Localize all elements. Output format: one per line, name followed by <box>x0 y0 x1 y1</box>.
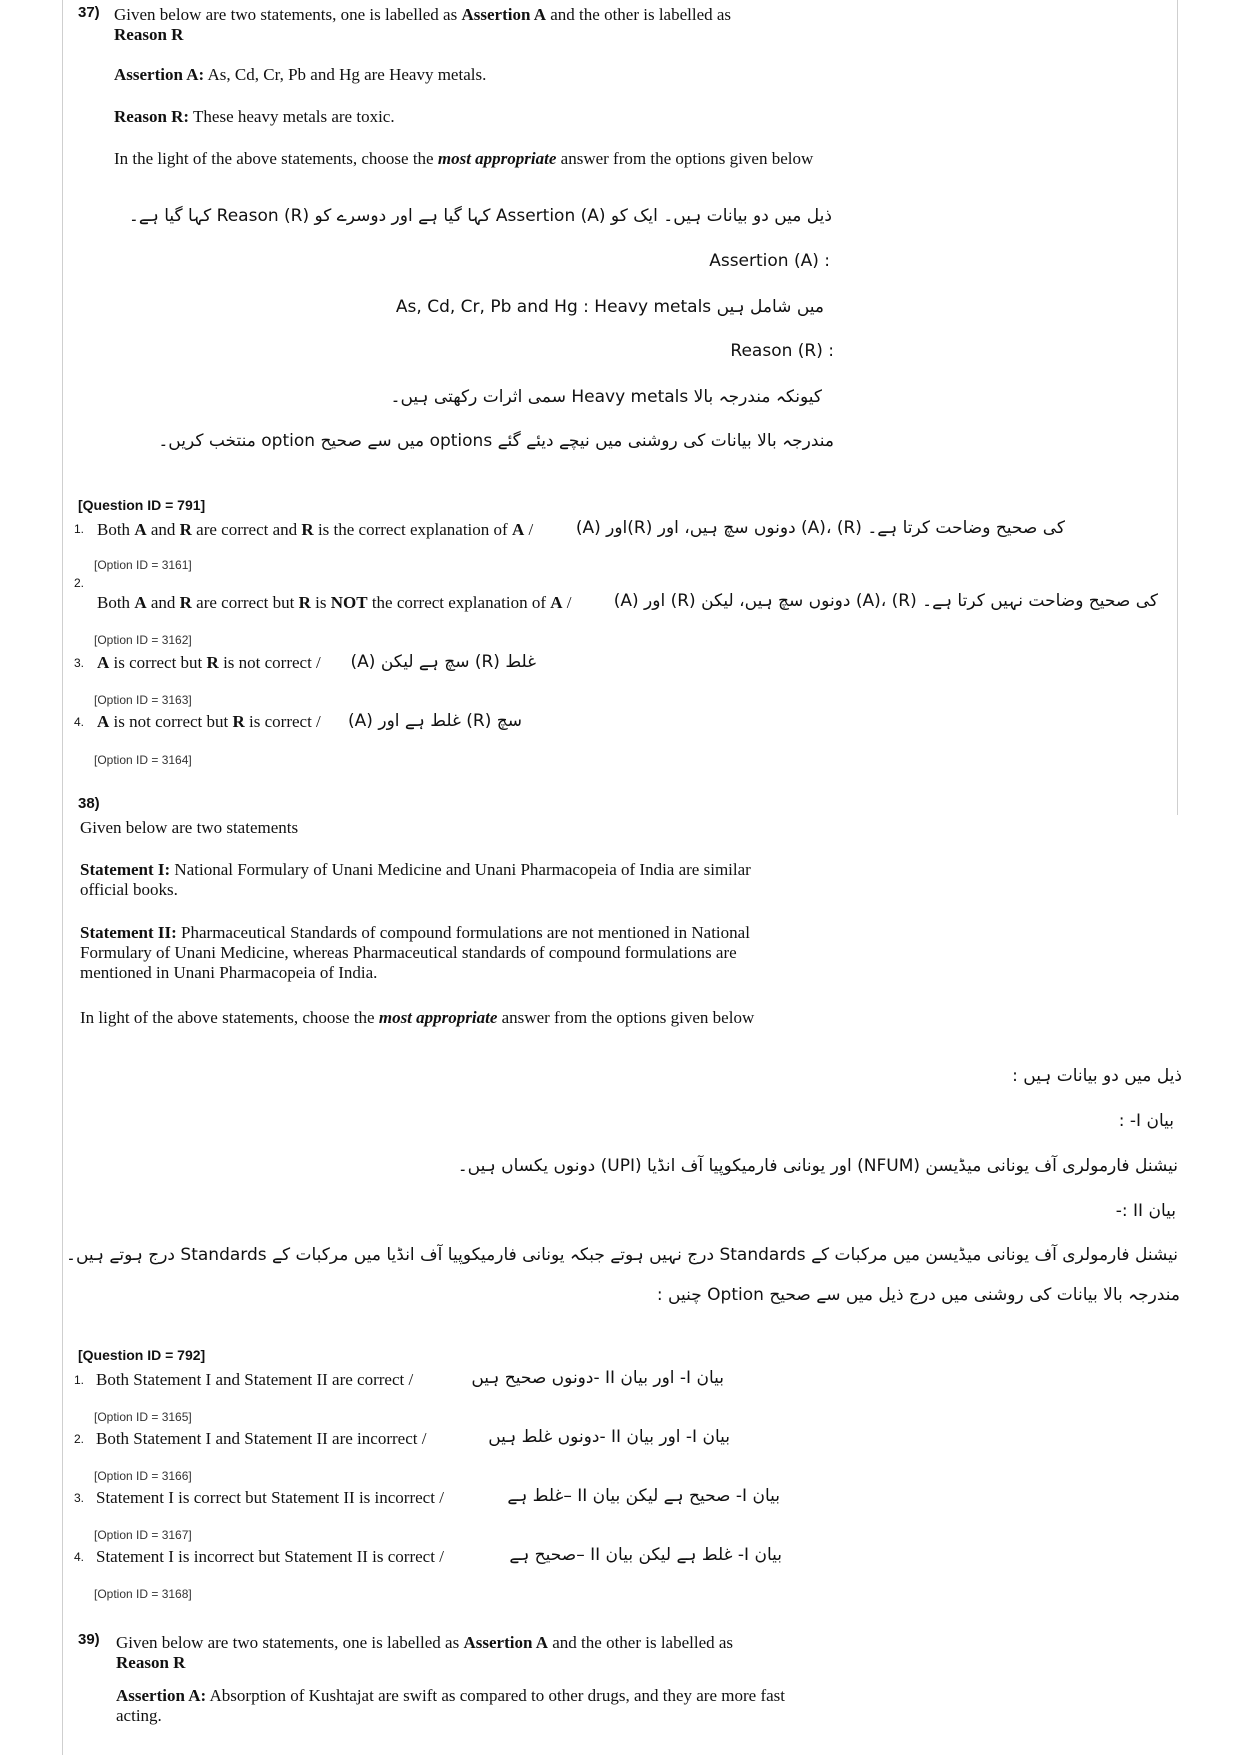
option-urdu: بیان I- اور بیان II -دونوں غلط ہیں <box>488 1427 730 1447</box>
option-number: 4. <box>74 715 85 729</box>
reason-text: These heavy metals are toxic. <box>193 107 395 126</box>
option-id: [Option ID = 3167] <box>94 1528 192 1542</box>
urdu-instructions: مندرجہ بالا بیانات کی روشنی میں نیچے دیئے گئے options میں سے صحیح option منتخب کریں۔ <box>158 431 834 451</box>
instructions <box>114 149 814 169</box>
option-id: [Option ID = 3165] <box>94 1410 192 1424</box>
intro-bold: Assertion A <box>461 5 546 24</box>
option-urdu: بیان I- غلط ہے لیکن بیان II –صحیح ہے <box>509 1545 782 1565</box>
statement-two-label: Statement II: <box>80 923 177 942</box>
option-urdu: بیان I- اور بیان II -دونوں صحیح ہیں <box>471 1368 724 1388</box>
urdu-statement-one-text: نیشنل فارمولری آف یونانی میڈیسن (NFUM) اور یونانی فارمیکوپیا آف انڈیا (UPI) دونوں یکساں ہیں۔ <box>457 1156 1178 1176</box>
urdu-statement-one-label: بیان I- : <box>1118 1111 1174 1131</box>
urdu-reason-label: Reason (R) : <box>730 341 834 361</box>
option-text[interactable]: Both Statement I and Statement II are correct / <box>96 1370 414 1389</box>
option-number: 2. <box>74 1432 85 1446</box>
option-text[interactable]: Both Statement I and Statement II are incorrect / <box>96 1429 427 1448</box>
urdu-instructions: مندرجہ بالا بیانات کی روشنی میں درج ذیل میں سے صحیح Option چنیں : <box>656 1285 1180 1305</box>
assertion-text: As, Cd, Cr, Pb and Hg are Heavy metals. <box>207 65 487 84</box>
statement-one-label: Statement I: <box>80 860 171 879</box>
intro-bold: Reason R <box>116 1653 186 1672</box>
question-intro <box>116 1633 836 1673</box>
assertion-text: Absorption of Kushtajat are swift as compared to other drugs, and they are more fast acting. <box>116 1686 785 1725</box>
option-text[interactable]: Statement I is incorrect but Statement II is correct / <box>96 1547 444 1566</box>
option-id: [Option ID = 3162] <box>94 633 192 647</box>
instructions-emphasis: most appropriate <box>437 149 557 168</box>
question-intro: Given below are two statements <box>80 818 299 837</box>
statement-two-text: Pharmaceutical Standards of compound formulations are not mentioned in National Formulary of Unani Medicine, whereas Pharmaceutical standards of compound formulations are mentioned in Unani Pharmacopeia of India. <box>80 923 750 982</box>
reason-label: Reason R: <box>114 107 190 126</box>
instructions-text: answer from the options given below <box>560 149 814 168</box>
option-text[interactable]: Both A and R are correct but R is NOT the correct explanation of A / <box>97 593 572 612</box>
option-number: 3. <box>74 1491 85 1505</box>
urdu-assertion-text: As, Cd, Cr, Pb and Hg : Heavy metals میں شامل ہیں <box>395 297 824 317</box>
intro-text: Given below are two statements, one is labelled as <box>114 5 458 24</box>
intro-bold: Reason R <box>114 25 184 44</box>
statement-one-text: National Formulary of Unani Medicine and Unani Pharmacopeia of India are similar official books. <box>80 860 751 899</box>
question-number: 37) <box>78 4 100 21</box>
option-id: [Option ID = 3161] <box>94 558 192 572</box>
urdu-statement-two-text: نیشنل فارمولری آف یونانی میڈیسن میں مرکبات کے Standards درج نہیں ہوتے جبکہ یونانی فارمیکوپیا آف انڈیا میں مرکبات کے Standards درج ہوتے ہیں۔ <box>66 1245 1178 1265</box>
option-id: [Option ID = 3163] <box>94 693 192 707</box>
option-text[interactable]: A is not correct but R is correct / <box>97 712 321 731</box>
assertion-label: Assertion A: <box>116 1686 207 1705</box>
question-number: 39) <box>78 1631 100 1648</box>
option-urdu: (A) اور (R) دونوں سچ ہیں، لیکن (A)، (R) کی صحیح وضاحت نہیں کرتا ہے۔ <box>613 591 1158 611</box>
option-urdu: بیان I- صحیح ہے لیکن بیان II –غلط ہے <box>507 1486 780 1506</box>
intro-bold: Assertion A <box>463 1633 548 1652</box>
option-number: 1. <box>74 522 85 536</box>
reason-statement <box>114 107 395 127</box>
intro-text: Given below are two statements, one is labelled as <box>116 1633 460 1652</box>
option-urdu: (A) غلط ہے اور (R) سچ <box>348 711 522 731</box>
assertion-statement <box>116 1686 816 1726</box>
urdu-reason-text: کیونکہ مندرجہ بالا Heavy metals سمی اثرات رکھتی ہیں۔ <box>390 387 822 407</box>
option-text[interactable]: A is correct but R is not correct / <box>97 653 321 672</box>
option-urdu: (A) سچ ہے لیکن (R) غلط <box>350 652 536 672</box>
option-text[interactable]: Both A and R are correct and R is the correct explanation of A / <box>97 520 534 539</box>
page-border-left <box>62 0 63 1755</box>
urdu-intro: ذیل میں دو بیانات ہیں۔ ایک کو Assertion (A) کہا گیا ہے اور دوسرے کو Reason (R) کہا گیا ہے۔ <box>128 206 832 226</box>
instructions <box>80 1008 780 1028</box>
intro-text: and the other is labelled as <box>552 1633 734 1652</box>
option-number: 1. <box>74 1373 85 1387</box>
question-number: 38) <box>78 795 100 812</box>
instructions-text: In light of the above statements, choose the <box>80 1008 375 1027</box>
statement-one <box>80 860 760 900</box>
option-number: 3. <box>74 656 85 670</box>
option-number: 4. <box>74 1550 85 1564</box>
page-border-right <box>1177 0 1178 815</box>
assertion-statement <box>114 65 486 85</box>
option-id: [Option ID = 3166] <box>94 1469 192 1483</box>
option-id: [Option ID = 3164] <box>94 753 192 767</box>
urdu-assertion-label: Assertion (A) : <box>709 251 830 271</box>
question-id: [Question ID = 791] <box>78 497 206 513</box>
assertion-label: Assertion A: <box>114 65 205 84</box>
question-intro <box>114 5 834 45</box>
instructions-emphasis: most appropriate <box>378 1008 498 1027</box>
urdu-intro: ذیل میں دو بیانات ہیں : <box>1012 1066 1182 1086</box>
statement-two <box>80 923 750 983</box>
option-urdu: (A) اور(R) دونوں سچ ہیں، اور (A)، (R) کی صحیح وضاحت کرتا ہے۔ <box>575 518 1065 538</box>
option-number: 2. <box>74 576 85 590</box>
option-text[interactable]: Statement I is correct but Statement II is incorrect / <box>96 1488 444 1507</box>
intro-text: and the other is labelled as <box>550 5 732 24</box>
question-id: [Question ID = 792] <box>78 1347 206 1363</box>
instructions-text: In the light of the above statements, choose the <box>114 149 434 168</box>
instructions-text: answer from the options given below <box>501 1008 755 1027</box>
option-id: [Option ID = 3168] <box>94 1587 192 1601</box>
urdu-statement-two-label: بیان II :- <box>1115 1201 1176 1221</box>
